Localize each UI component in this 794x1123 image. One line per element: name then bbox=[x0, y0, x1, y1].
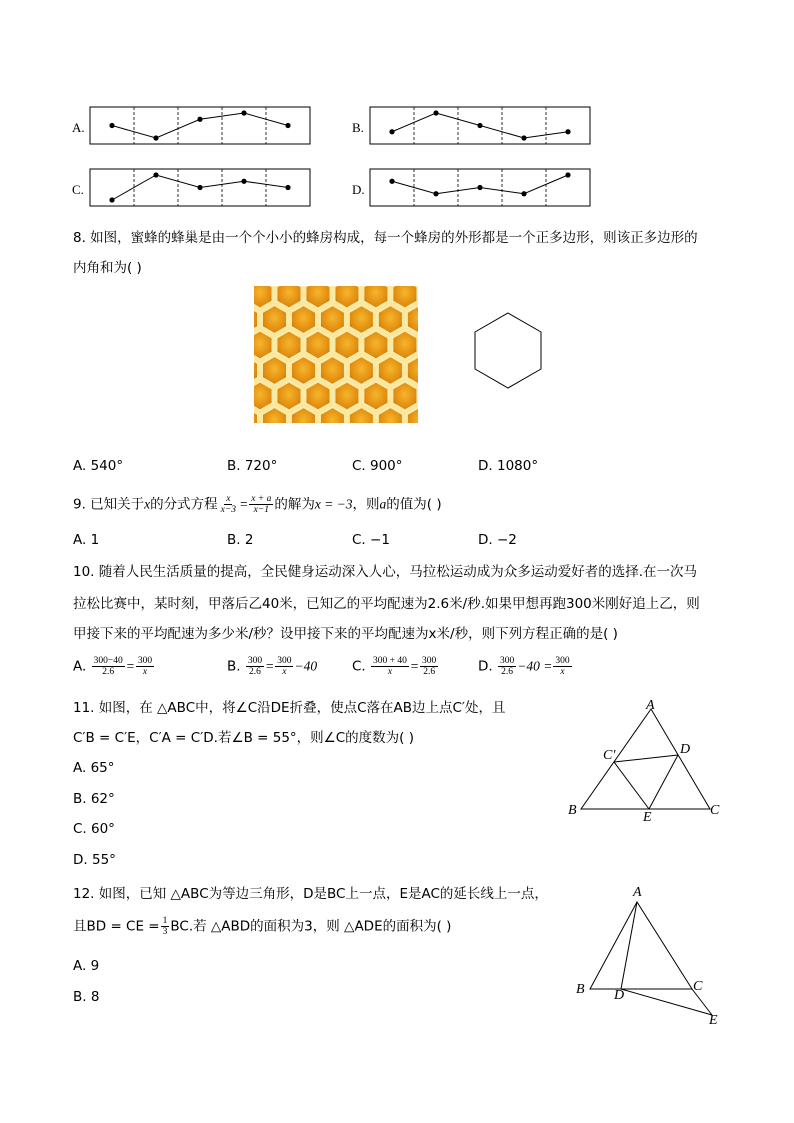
q10-a-frac1 bbox=[92, 656, 125, 677]
honeycomb-cell bbox=[363, 381, 389, 411]
q12-label-d: D bbox=[614, 988, 625, 1003]
q9-fraction-right bbox=[249, 494, 273, 515]
honeycomb-image bbox=[254, 286, 418, 423]
q10-d-label: D. bbox=[478, 658, 493, 675]
honeycomb-cell bbox=[392, 330, 418, 360]
q7-option-a-label: A. bbox=[72, 120, 85, 135]
q12-text-line1: 12. 如图，已知 △ABC为等边三角形，D是BC上一点，E是AC的延长线上一点， bbox=[73, 886, 548, 902]
q7-graph-point bbox=[521, 191, 526, 196]
q10-a-n2: 300 bbox=[137, 656, 153, 666]
q10-d-d2: x bbox=[560, 667, 565, 677]
q7-graph-point bbox=[197, 117, 202, 122]
q10-c-d1: x bbox=[387, 667, 393, 677]
q10-b-n1: 300 bbox=[247, 656, 263, 666]
q9-fraction-left bbox=[219, 494, 238, 515]
q9-after2: ，则 bbox=[352, 496, 380, 513]
q10-b-n2: 300 bbox=[277, 656, 292, 666]
q11-text-line1: 11. 如图，在 △ABC中，将∠C沿DE折叠，使点C落在AB边上点C′处，且 bbox=[73, 700, 506, 716]
q10-a-d2: x bbox=[142, 667, 148, 677]
q10-a-eq: = bbox=[125, 658, 135, 674]
honeycomb-cell bbox=[320, 305, 346, 335]
q10-d-n1: 300 bbox=[499, 656, 515, 666]
q10-d-frac1 bbox=[498, 656, 516, 677]
q10-c-frac2 bbox=[420, 656, 438, 677]
q9-frac2-num: x + a bbox=[251, 494, 272, 504]
q12-text-line2 bbox=[73, 916, 451, 937]
q9-text bbox=[73, 494, 442, 515]
honeycomb-cell bbox=[254, 381, 273, 411]
honeycomb-cell bbox=[254, 330, 273, 360]
q9-frac1-den: x−3 bbox=[220, 505, 237, 515]
q10-a-n1: 300−40 bbox=[93, 656, 123, 666]
q7-graph-point bbox=[565, 172, 570, 177]
q10-d-d1: 2.6 bbox=[501, 667, 514, 677]
q12-frac-den: 3 bbox=[162, 927, 168, 937]
q7-graph-point bbox=[197, 185, 202, 190]
honeycomb-cell bbox=[334, 330, 360, 360]
q9-var-x: x bbox=[144, 496, 151, 512]
q8-text-line1: 8. 如图，蜜蜂的蜂巢是由一个个小小的蜂房构成，每一个蜂房的外形都是一个正多边形，则该正多边形的 bbox=[73, 230, 698, 246]
q10-b-frac1 bbox=[246, 656, 264, 677]
q10-d-frac2 bbox=[553, 656, 571, 677]
q9-equals: = bbox=[239, 496, 249, 512]
q12-triangle-figure bbox=[570, 885, 730, 1025]
q10-b-frac2 bbox=[275, 656, 293, 677]
q9-prefix: 9. 已知关于 bbox=[73, 496, 145, 513]
q8-option-d: D. 1080° bbox=[478, 458, 539, 474]
q12-label-a: A bbox=[633, 885, 642, 900]
honeycomb-cell bbox=[334, 381, 360, 411]
q7-graph-line bbox=[392, 175, 568, 194]
q10-b-extra: −40 bbox=[294, 658, 318, 674]
q10-c-n1: 300 + 40 bbox=[373, 656, 407, 666]
q7-graph-canvas bbox=[0, 0, 794, 215]
q9-option-a: A. 1 bbox=[73, 532, 100, 548]
hexagon-figure bbox=[470, 310, 546, 390]
q10-option-b bbox=[227, 656, 317, 677]
honeycomb-cell bbox=[276, 381, 302, 411]
honeycomb-cell bbox=[276, 330, 302, 360]
q12-fraction bbox=[161, 916, 170, 937]
q7-graph-point bbox=[565, 129, 570, 134]
q10-c-eq: = bbox=[409, 658, 419, 674]
q11-option-b: B. 62° bbox=[73, 791, 115, 807]
q7-graph-point bbox=[433, 110, 438, 115]
q7-option-b-label: B. bbox=[352, 120, 364, 135]
honeycomb-cell bbox=[291, 305, 317, 335]
q10-d-n2: 300 bbox=[555, 656, 570, 666]
q12-option-b: B. 8 bbox=[73, 989, 100, 1005]
q11-label-cprime: C′ bbox=[603, 748, 616, 763]
q9-after: 的解为 bbox=[274, 496, 315, 513]
q7-graph-point bbox=[477, 123, 482, 128]
q10-text-line1: 10. 随着人民生活质量的提高，全民健身运动深入人心，马拉松运动成为众多运动爱好者的选择.在一次马 bbox=[73, 564, 698, 580]
q12-label-e: E bbox=[709, 1013, 718, 1028]
q8-option-a: A. 540° bbox=[73, 458, 124, 474]
q10-c-d2: 2.6 bbox=[423, 667, 436, 677]
q7-graph-frame bbox=[90, 107, 310, 144]
q12-label-b: B bbox=[576, 982, 585, 997]
q7-graph-point bbox=[241, 179, 246, 184]
q12-label-c: C bbox=[693, 979, 703, 994]
honeycomb-cell bbox=[262, 305, 288, 335]
q9-frac2-den: x−1 bbox=[253, 505, 269, 515]
q8-option-c: C. 900° bbox=[352, 458, 403, 474]
q12-option-a: A. 9 bbox=[73, 958, 100, 974]
q11-label-e: E bbox=[643, 810, 652, 825]
honeycomb-cell bbox=[262, 356, 288, 386]
q10-a-d1: 2.6 bbox=[102, 667, 115, 677]
q7-graph-point bbox=[285, 185, 290, 190]
q7-option-c-label: C. bbox=[72, 182, 84, 197]
honeycomb-cell bbox=[320, 356, 346, 386]
honeycomb-cell bbox=[363, 330, 389, 360]
q10-c-n2: 300 bbox=[422, 656, 437, 666]
q11-label-b: B bbox=[568, 803, 577, 818]
q10-c-label: C. bbox=[352, 658, 366, 675]
q7-graph-point bbox=[477, 185, 482, 190]
q7-graph-point bbox=[241, 110, 246, 115]
honeycomb-cell bbox=[348, 305, 374, 335]
q7-graph-point bbox=[389, 129, 394, 134]
q9-tail: 的值为( ) bbox=[386, 496, 442, 513]
q9-var-a: a bbox=[379, 496, 387, 512]
q8-option-b: B. 720° bbox=[227, 458, 278, 474]
q10-a-label: A. bbox=[73, 658, 87, 675]
q7-graph-point bbox=[433, 191, 438, 196]
q9-mid: 的分式方程 bbox=[150, 496, 218, 513]
q7-graph-point bbox=[109, 123, 114, 128]
q10-option-d bbox=[478, 656, 573, 677]
q10-text-line3: 甲接下来的平均配速为多少米/秒？设甲接下来的平均配速为x米/秒，则下列方程正确的是( ) bbox=[73, 626, 618, 642]
q11-text-line2: C′B = C′E，C′A = C′D.若∠B = 55°，则∠C的度数为( ) bbox=[73, 730, 415, 746]
q9-solution: x = −3 bbox=[314, 496, 353, 512]
q12-frac-num: 1 bbox=[162, 916, 168, 926]
q12-line2-pre: 且BD = CE = bbox=[73, 918, 160, 935]
q7-graph-point bbox=[109, 197, 114, 202]
q7-graph-point bbox=[153, 172, 158, 177]
q9-option-b: B. 2 bbox=[227, 532, 254, 548]
q10-text-line2: 拉松比赛中，某时刻，甲落后乙40米，已知乙的平均配速为2.6米/秒.如果甲想再跑300米刚好追上乙，则 bbox=[73, 596, 700, 612]
q10-option-a bbox=[73, 656, 155, 677]
honeycomb-cell bbox=[377, 356, 403, 386]
q10-b-d2: x bbox=[282, 667, 287, 677]
q11-label-c: C bbox=[710, 803, 720, 818]
q10-b-eq: = bbox=[265, 658, 275, 674]
q11-label-a: A bbox=[646, 698, 655, 713]
honeycomb-cell bbox=[291, 356, 317, 386]
honeycomb-cell bbox=[392, 381, 418, 411]
q10-b-d1: 2.6 bbox=[249, 667, 261, 677]
q10-c-frac1 bbox=[371, 656, 409, 677]
honeycomb-cell bbox=[305, 330, 331, 360]
q10-option-c bbox=[352, 656, 439, 677]
q11-option-a: A. 65° bbox=[73, 760, 115, 776]
honeycomb-cell bbox=[348, 356, 374, 386]
q11-option-d: D. 55° bbox=[73, 852, 116, 868]
q12-line2-post: BC.若 △ABD的面积为3，则 △ADE的面积为( ) bbox=[170, 918, 452, 935]
q7-graph-point bbox=[389, 179, 394, 184]
q10-a-frac2 bbox=[136, 656, 154, 677]
q8-text-line2: 内角和为( ) bbox=[73, 260, 142, 276]
q10-d-eq: −40 = bbox=[517, 658, 553, 674]
q11-label-d: D bbox=[680, 742, 691, 757]
q9-frac1-num: x bbox=[226, 494, 231, 504]
honeycomb-cell bbox=[305, 381, 331, 411]
q7-option-d-label: D. bbox=[352, 182, 365, 197]
q7-graph-point bbox=[153, 135, 158, 140]
q7-graph-point bbox=[285, 123, 290, 128]
q9-option-d: D. −2 bbox=[478, 532, 517, 548]
honeycomb-cell bbox=[377, 305, 403, 335]
q7-graph-point bbox=[521, 135, 526, 140]
q9-option-c: C. −1 bbox=[352, 532, 390, 548]
q11-option-c: C. 60° bbox=[73, 821, 115, 837]
q10-b-label: B. bbox=[227, 658, 241, 675]
